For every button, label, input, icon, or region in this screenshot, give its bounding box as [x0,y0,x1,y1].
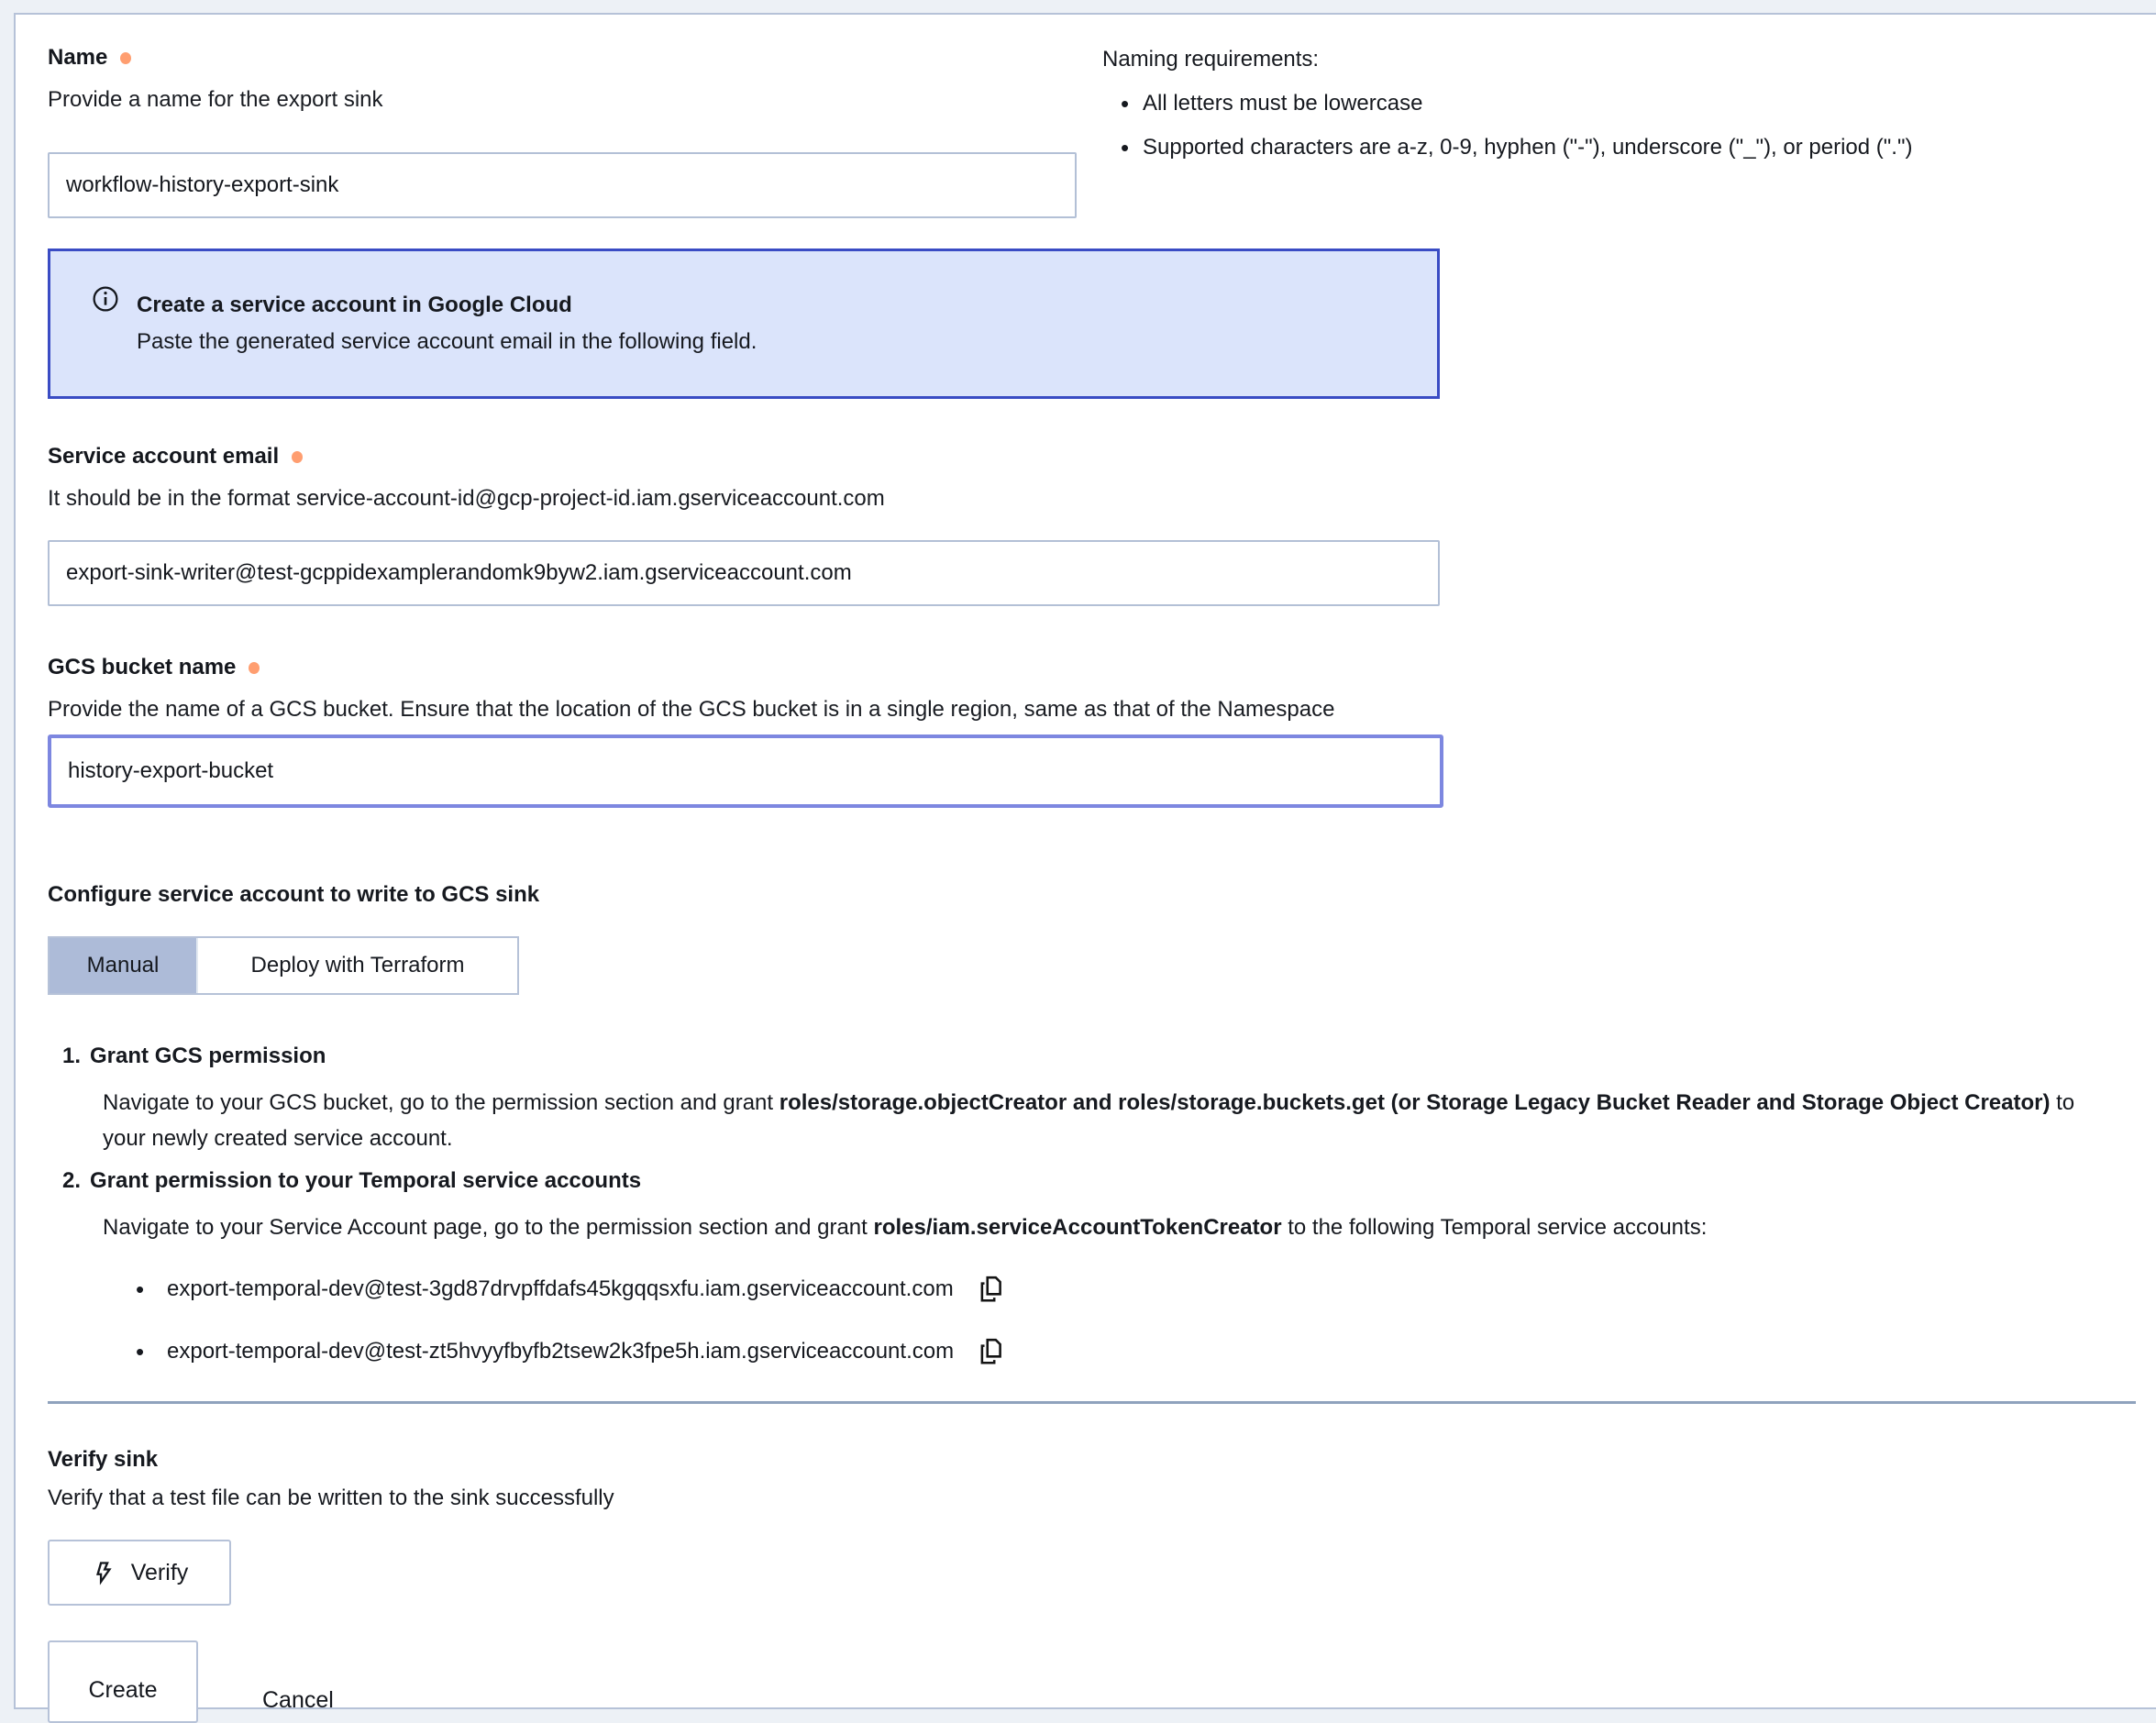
copy-button[interactable] [978,1275,1005,1304]
verify-button-label: Verify [130,1559,189,1585]
name-label: Name [48,45,108,70]
service-account-email-label: Service account email [48,444,280,469]
manual-steps [48,1041,2136,1370]
verify-sink-description: Verify that a test file can be written to the sink successfully [48,1486,614,1510]
section-divider [48,1401,2136,1404]
service-account-info-banner [48,249,1440,399]
required-indicator [120,52,131,64]
naming-requirement-item: • All letters must be lowercase [1102,88,2156,119]
step-number: 2. [62,1168,82,1193]
name-input[interactable] [48,152,1077,218]
service-account-email: • export-temporal-dev@test-3gd87drvpffdafs45kgqqsxfu.iam.gserviceaccount.com [167,1276,954,1301]
service-account-email-input[interactable] [48,540,1440,606]
service-account-item [103,1271,2136,1308]
temporal-service-accounts-list [103,1271,2136,1370]
name-description: Provide a name for the export sink [48,87,383,112]
service-account-item [103,1333,2136,1370]
step-2-body: Navigate to your Service Account page, go to the permission section and grant roles/iam.serviceAccountTokenCreator to the following Temporal service accounts: [103,1215,1708,1240]
naming-requirements [1102,44,2156,163]
lightning-icon [91,1560,116,1585]
naming-requirement-item: • Supported characters are a-z, 0-9, hyphen ("-"), underscore ("_"), or period (".") [1102,132,2156,163]
service-account-email: • export-temporal-dev@test-zt5hvyyfbyfb2tsew2k3fpe5h.iam.gserviceaccount.com [167,1339,955,1364]
info-banner-description: Paste the generated service account email in the following field. [137,329,757,354]
tab-deploy-with-terraform[interactable]: Deploy with Terraform [196,938,517,993]
required-indicator [292,451,303,463]
step-1-heading [48,1041,2136,1072]
gcs-bucket-description: Provide the name of a GCS bucket. Ensure that the location of the GCS bucket is in a single region, same as that of the Namespace [48,697,1335,722]
info-banner-title: Create a service account in Google Cloud [137,293,572,317]
required-indicator [249,662,260,674]
naming-requirements-title: Naming requirements: [1102,47,1320,72]
copy-button[interactable] [978,1337,1005,1366]
verify-sink-title: Verify sink [48,1447,159,1472]
step-title: Grant GCS permission [90,1044,326,1068]
step-number: 1. [62,1044,82,1068]
gcs-bucket-field-group [48,652,2136,808]
service-account-email-description: It should be in the format service-account-id@gcp-project-id.iam.gserviceaccount.com [48,486,885,511]
cancel-button[interactable]: Cancel [262,1686,334,1713]
create-button[interactable]: Create [48,1640,198,1723]
step-1-body: Navigate to your GCS bucket, go to the permission section and grant roles/storage.objectCreator and roles/storage.buckets.get (or Storage Legacy Bucket Reader and Storage Object Creator) to your newly created service account. [103,1090,2075,1151]
tab-manual[interactable]: Manual [50,938,196,993]
copy-icon [978,1275,1005,1304]
gcs-bucket-name-input[interactable] [48,734,1443,808]
form-footer [48,1640,2136,1723]
configure-section-title: Configure service account to write to GCS sink [48,882,540,907]
gcs-bucket-name-label: GCS bucket name [48,655,237,679]
copy-icon [978,1337,1005,1366]
verify-button[interactable] [48,1540,231,1606]
configure-tabbar [48,936,519,995]
info-icon [91,284,120,314]
export-sink-form-panel [14,13,2156,1713]
step-2-heading [48,1165,2136,1197]
naming-requirements-list [1102,88,2156,163]
service-account-field-group [48,441,2136,606]
step-title: Grant permission to your Temporal service accounts [90,1168,642,1193]
